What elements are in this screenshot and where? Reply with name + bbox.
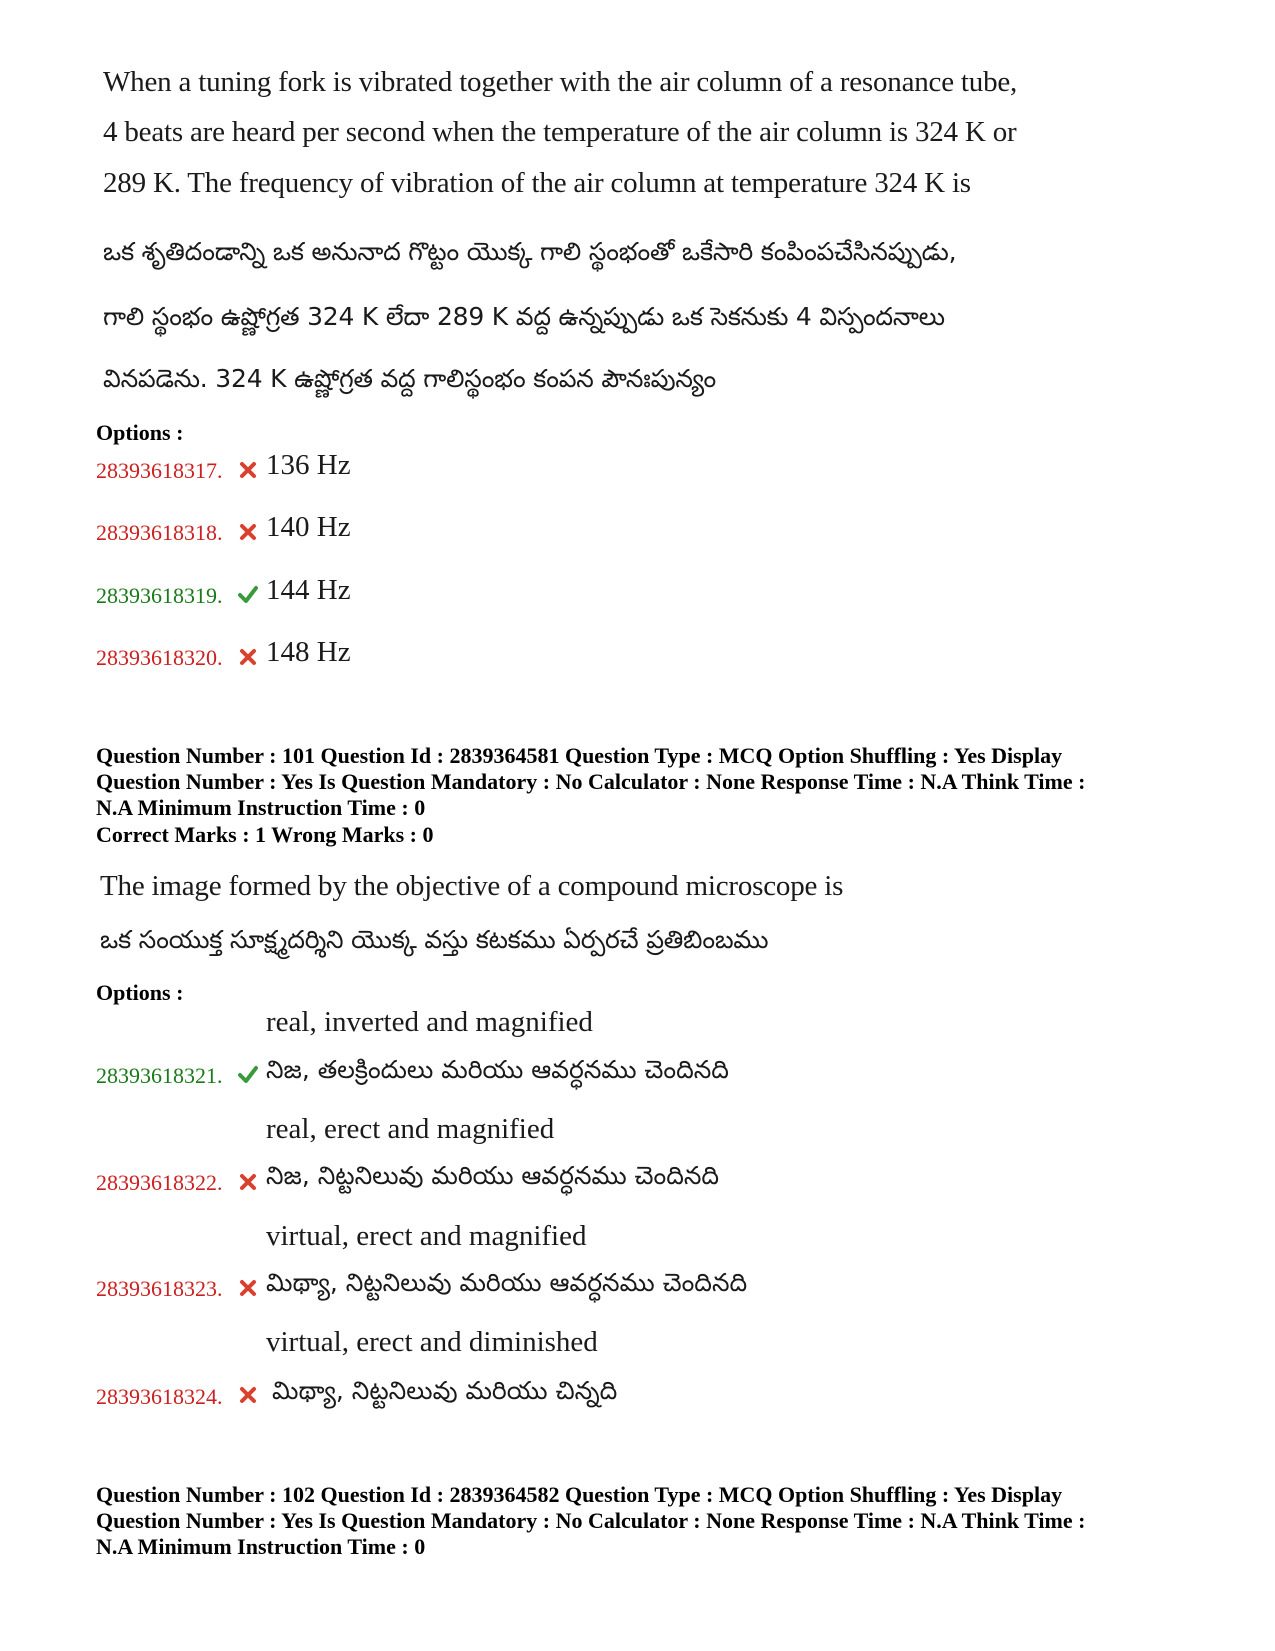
wrong-cross-icon [238, 1385, 258, 1405]
q100-option-3-text: 144 Hz [266, 574, 351, 606]
q100-option-1-id: 28393618317. [96, 458, 223, 483]
q102-meta [96, 1482, 1186, 1560]
wrong-cross-icon [238, 460, 258, 480]
q102-meta-line-3: N.A Minimum Instruction Time : 0 [96, 1534, 426, 1559]
q101-option-2-text-en: real, erect and magnified [266, 1113, 555, 1145]
q101-meta-line-3: N.A Minimum Instruction Time : 0 [96, 795, 426, 820]
q102-meta-line-1: Question Number : 102 Question Id : 2839364582 Question Type : MCQ Option Shuffling : Yes Display [96, 1482, 1063, 1507]
q101-option-4-id: 28393618324. [96, 1384, 223, 1409]
q101-meta [96, 743, 1186, 821]
q101-marks: Correct Marks : 1 Wrong Marks : 0 [96, 822, 434, 847]
q102-meta-line-2: Question Number : Yes Is Question Mandatory : No Calculator : None Response Time : N.A Think Time : [96, 1508, 1086, 1533]
correct-check-icon [238, 584, 258, 604]
q100-options-label: Options : [96, 420, 184, 445]
q101-text-te: ఒక సంయుక్త సూక్ష్మదర్శిని యొక్క వస్తు కటకము ఏర్పరచే ప్రతిబింబము [100, 925, 769, 954]
q101-option-2-text-te: నిజ, నిట్టనిలువు మరియు ఆవర్ధనము చెందినది [266, 1161, 720, 1190]
q101-text-en: The image formed by the objective of a compound microscope is [100, 870, 844, 902]
q101-option-1-text-te: నిజ, తలక్రిందులు మరియు ఆవర్ధనము చెందినది [266, 1055, 729, 1084]
q101-option-4-text-en: virtual, erect and diminished [266, 1326, 598, 1358]
q100-option-4-text: 148 Hz [266, 636, 351, 668]
q100-text-en-line-3: 289 K. The frequency of vibration of the air column at temperature 324 K is [103, 167, 971, 199]
q101-option-3-text-en: virtual, erect and magnified [266, 1220, 587, 1252]
q100-text-te-line-2: గాలి స్థంభం ఉష్ణోగ్రత 324 K లేదా 289 K వద్ద ఉన్నప్పుడు ఒక సెకనుకు 4 విస్పందనాలు [103, 302, 945, 331]
correct-check-icon [238, 1064, 258, 1084]
q101-option-2-id: 28393618322. [96, 1170, 223, 1195]
q100-option-2-id: 28393618318. [96, 520, 223, 545]
q100-text-te-line-3: వినపడెను. 324 K ఉష్ణోగ్రత వద్ద గాలిస్థంభం కంపన పౌనఃపున్యం [103, 364, 717, 393]
wrong-cross-icon [238, 647, 258, 667]
wrong-cross-icon [238, 522, 258, 542]
q100-option-1-text: 136 Hz [266, 449, 351, 481]
q101-option-1-text-en: real, inverted and magnified [266, 1006, 593, 1038]
q101-meta-line-1: Question Number : 101 Question Id : 2839364581 Question Type : MCQ Option Shuffling : Yes Display [96, 743, 1063, 768]
wrong-cross-icon [238, 1172, 258, 1192]
q101-meta-line-2: Question Number : Yes Is Question Mandatory : No Calculator : None Response Time : N.A Think Time : [96, 769, 1086, 794]
q100-option-3-id: 28393618319. [96, 583, 223, 608]
q101-options-label: Options : [96, 980, 184, 1005]
q101-option-3-id: 28393618323. [96, 1276, 223, 1301]
q101-option-1-id: 28393618321. [96, 1063, 223, 1088]
q101-option-4-text-te: మిథ్యా, నిట్టనిలువు మరియు చిన్నది [272, 1376, 618, 1405]
q101-option-3-text-te: మిథ్యా, నిట్టనిలువు మరియు ఆవర్ధనము చెందినది [266, 1268, 748, 1297]
q100-text-te-line-1: ఒక శృతిదండాన్ని ఒక అనునాద గొట్టం యొక్క గాలి స్థంభంతో ఒకేసారి కంపింపచేసినప్పుడు, [103, 237, 957, 266]
q100-text-en-line-2: 4 beats are heard per second when the temperature of the air column is 324 K or [103, 116, 1017, 148]
q100-text-en-line-1: When a tuning fork is vibrated together with the air column of a resonance tube, [103, 66, 1018, 98]
q100-option-4-id: 28393618320. [96, 645, 223, 670]
wrong-cross-icon [238, 1278, 258, 1298]
q100-option-2-text: 140 Hz [266, 511, 351, 543]
